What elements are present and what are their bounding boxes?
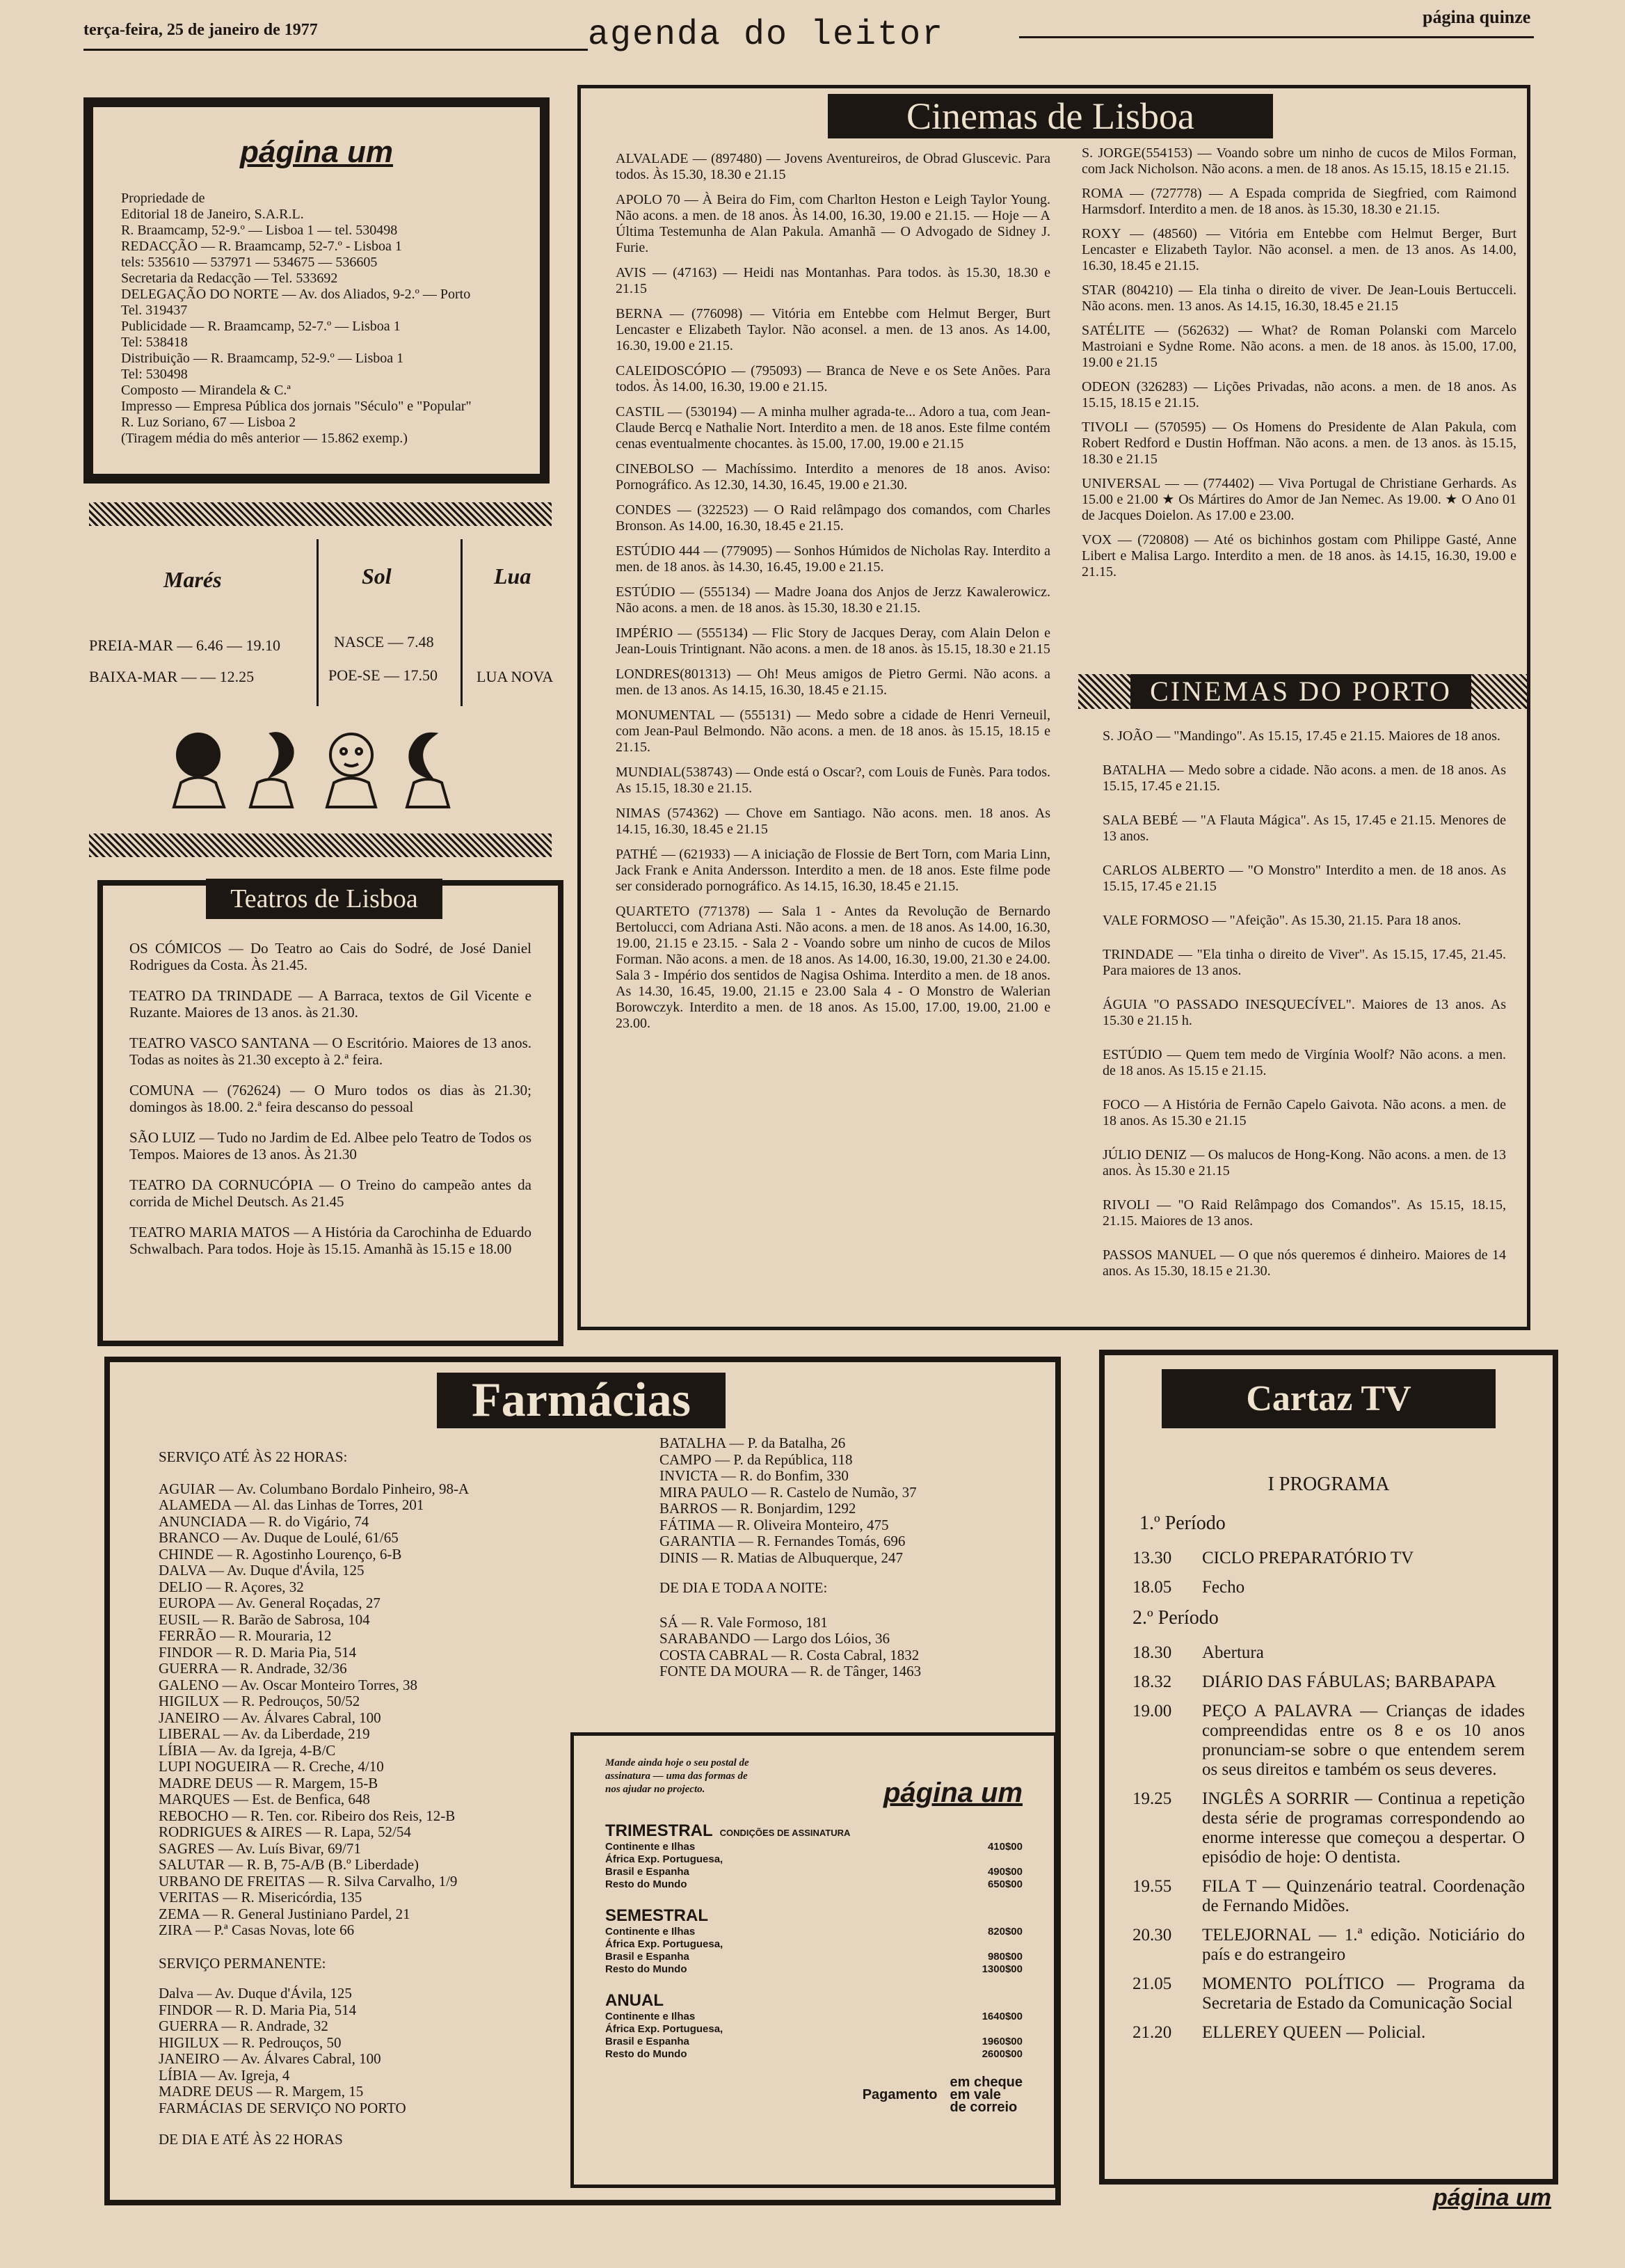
subscription-note: Mande ainda hoje o seu postal de assinatura — uma das formas de nos ajudar no projecto. — [605, 1757, 749, 1795]
subscription-group-name: TRIMESTRAL — [605, 1821, 713, 1840]
issue-date: terça-feira, 25 de janeiro de 1977 — [83, 21, 318, 39]
farmacia-item: EUSIL — R. Barão de Sabrosa, 104 — [159, 1611, 370, 1628]
tv-schedule-row — [1132, 1672, 1525, 1692]
farmacia-item: LÍBIA — Av. Igreja, 4 — [159, 2066, 290, 2084]
farmacia-item: FONTE DA MOURA — R. de Tânger, 1463 — [659, 1663, 922, 1679]
farmacia-item: HIGILUX — R. Pedrouços, 50 — [159, 2034, 342, 2051]
porto-cinema-entry: VALE FORMOSO — "Afeição". As 15.30, 21.15. Para 18 anos. — [1103, 913, 1462, 928]
subscription-row — [605, 1841, 1023, 1853]
cinema-entry: ESTÚDIO — (555134) — Madre Joana dos Anjos de Jerzz Kawalerowicz. Não acons. a men. de 18 anos. às 15.30, 18.30 e 21.15. — [616, 584, 1050, 616]
tv-time: 21.20 — [1132, 2023, 1172, 2042]
teatro-entry: TEATRO DA CORNUCÓPIA — O Treino do campeão antes da corrida de Michel Deutsch. As 21.45 — [129, 1176, 531, 1210]
tv-box — [1099, 1350, 1558, 2185]
porto-cinema-entry: ÁGUIA "O PASSADO INESQUECÍVEL". Maiores de 13 anos. As 15.30 e 21.15 h. — [1103, 997, 1506, 1028]
farmacia-item: INVICTA — R. do Bonfim, 330 — [659, 1467, 849, 1484]
subscription-price: 650$00 — [987, 1878, 1023, 1890]
cinema-entry: CINEBOLSO — Machíssimo. Interdito a menores de 18 anos. Aviso: Pornográfico. As 12.30, 14.30, 16.45, 19.00 e 21.30. — [616, 461, 1050, 493]
hatch-bar-bottom — [89, 833, 552, 857]
tv-program: FILA T — Quinzenário teatral. Coordenação de Fernando Midões. — [1202, 1877, 1525, 1915]
tv-schedule-row — [1132, 1549, 1525, 1568]
tides-panel — [83, 536, 570, 710]
tv-program: PEÇO A PALAVRA — Crianças de idades compreendidas entre os 8 e os 10 anos pronunciam-se sobre o que entendem serem os seus direitos e também os seus deveres. — [1202, 1702, 1525, 1779]
subscription-region: Continente e Ilhas — [605, 1841, 696, 1853]
section-title: agenda do leitor — [588, 15, 945, 55]
farmacia-item: MADRE DEUS — R. Margem, 15 — [159, 2083, 364, 2100]
farmacia-item: BRANCO — Av. Duque de Loulé, 61/65 — [159, 1529, 399, 1546]
tv-periodo2: 2.º Período — [1132, 1607, 1219, 1629]
farmacia-item: LUPI NOGUEIRA — R. Creche, 4/10 — [159, 1758, 384, 1775]
cinema-entry: ESTÚDIO 444 — (779095) — Sonhos Húmidos de Nicholas Ray. Interdito a men. de 18 anos. às 14.30, 16.45, 19.00 e 21.15. — [616, 543, 1050, 575]
tv-schedule-row — [1132, 1877, 1525, 1916]
masthead-logo: página um — [239, 135, 394, 169]
porto-cinema-entry: TRINDADE — "Ela tinha o direito de Viver". As 15.15, 17.45, 21.45. Para maiores de 13 anos. — [1103, 947, 1506, 978]
tv-title: Cartaz TV — [1162, 1369, 1496, 1428]
mares-title: Marés — [163, 567, 222, 592]
farmacia-item: AGUIAR — Av. Columbano Bordalo Pinheiro, 98-A — [159, 1480, 470, 1497]
masthead-line: Composto — Mirandela & C.ª — [121, 383, 291, 398]
tv-schedule-row — [1132, 1974, 1525, 2013]
farmacia-item: ZEMA — R. General Justiniano Pardel, 21 — [159, 1905, 410, 1922]
farmacia-item: COSTA CABRAL — R. Costa Cabral, 1832 — [659, 1646, 920, 1663]
subscription-row — [605, 1951, 1023, 1963]
teatro-entry: TEATRO DA TRINDADE — A Barraca, textos de Gil Vicente e Ruzante. Maiores de 13 anos. às 21.30. — [129, 987, 531, 1021]
cinema-entry: ROXY — (48560) — Vitória em Entebbe com Helmut Berger, Burt Lencaster e Elizabeth Taylor. Não aconsel. a men. de 13 anos. As 14.00, 16.30, 18.45 e 21.15. — [1082, 226, 1516, 273]
farmacia-item: GARANTIA — R. Fernandes Tomás, 696 — [659, 1533, 906, 1549]
tides-divider-2 — [461, 539, 463, 706]
tv-program: TELEJORNAL — 1.ª edição. Noticiário do país e do estrangeiro — [1202, 1926, 1525, 1964]
subscription-region: Resto do Mundo — [605, 1963, 687, 1975]
farmacia-item: DELIO — R. Açores, 32 — [159, 1578, 304, 1595]
farmacia-item: CAMPO — P. da República, 118 — [659, 1451, 853, 1468]
masthead-line: Publicidade — R. Braamcamp, 52-7.º — Lisboa 1 — [121, 319, 401, 334]
farmacias-list1 — [159, 1481, 604, 1939]
tv-time: 18.05 — [1132, 1578, 1172, 1597]
farmacias-list4 — [659, 1615, 1049, 1680]
subscription-price: 1960$00 — [982, 2036, 1023, 2047]
tv-program: MOMENTO POLÍTICO — Programa da Secretaria de Estado da Comunicação Social — [1202, 1974, 1525, 2013]
subscription-row — [605, 2011, 1023, 2023]
farmacia-item: FINDOR — R. D. Maria Pia, 514 — [159, 1643, 357, 1661]
cinema-entry: BERNA — (776098) — Vitória em Entebbe com Helmut Berger, Burt Lencaster e Elizabeth Taylor. Não aconsel. a men. de 13 anos. As 14.00, 16.30, 19.00 e 21.15. — [616, 306, 1050, 353]
farmacia-item: SÁ — R. Vale Formoso, 181 — [659, 1613, 828, 1631]
tides-divider-1 — [317, 539, 319, 706]
farmacia-item: EUROPA — Av. General Roçadas, 27 — [159, 1595, 381, 1611]
subscription-group — [605, 1991, 1023, 2061]
farmacia-item: GUERRA — R. Andrade, 32/36 — [159, 1660, 347, 1677]
farmacias-list3 — [659, 1435, 1049, 1566]
porto-cinema-entry: FOCO — A História de Fernão Capelo Gaivota. Não acons. a men. de 18 anos. As 15.30 e 21.15 — [1103, 1097, 1506, 1128]
farmacia-item: REBOCHO — R. Ten. cor. Ribeiro dos Reis, 12-B — [159, 1807, 456, 1824]
farmacias-col1 — [159, 1449, 604, 2148]
preia-mar: PREIA-MAR — 6.46 — 19.10 — [89, 637, 281, 654]
payment-cheque: em cheque — [950, 2075, 1023, 2090]
tv-program: INGLÊS A SORRIR — Continua a repetição desta série de programas correspondendo ao enorme interesse que começou a despertar. O episódio de hoje: O dentista. — [1202, 1789, 1525, 1867]
farmacia-item: RODRIGUES & AIRES — R. Lapa, 52/54 — [159, 1823, 411, 1840]
subscription-region: Continente e Ilhas — [605, 1926, 696, 1938]
sun-rise: NASCE — 7.48 — [334, 633, 434, 650]
subscription-row — [605, 1866, 1023, 1878]
masthead-line: (Tiragem média do mês anterior — 15.862 exemp.) — [121, 431, 408, 446]
masthead-line: tels: 535610 — 537971 — 534675 — 536605 — [121, 255, 378, 270]
farmacia-item: HIGILUX — R. Pedrouços, 50/52 — [159, 1693, 360, 1709]
noite-heading: DE DIA E TODA A NOITE: — [659, 1579, 828, 1596]
porto-cinema-entry: JÚLIO DENIZ — Os malucos de Hong-Kong. Não acons. a men. de 13 anos. Às 15.30 e 21.15 — [1103, 1147, 1506, 1179]
subscription-region: África Exp. Portuguesa, — [605, 1938, 723, 1950]
subscription-region: Brasil e Espanha — [605, 2036, 689, 2047]
subscription-price: 490$00 — [987, 1866, 1023, 1878]
cinemas-lisboa-title: Cinemas de Lisboa — [828, 94, 1273, 138]
header-rule-left — [83, 49, 588, 51]
teatro-entry: SÃO LUIZ — Tudo no Jardim de Ed. Albee pelo Teatro de Todos os Tempos. Maiores de 13 anos. Às 21.30 — [129, 1129, 531, 1163]
subscription-groups — [605, 1821, 1023, 2061]
cinema-entry: NIMAS (574362) — Chove em Santiago. Não acons. men. 18 anos. As 14.15, 16.30, 18.45 e 21.15 — [616, 806, 1050, 837]
cinema-entry: APOLO 70 — À Beira do Fim, com Charlton Heston e Leigh Taylor Young. Não acons. a men. de 18 anos. Às 14.00, 16.30, 19.00 e 21.15. — Hoje — A Última Testemunha de Alan Pakula. Amanhã — O Advogado de Sidney J. Furie. — [616, 192, 1050, 255]
tv-time: 18.30 — [1132, 1643, 1172, 1662]
cinemas-lisboa-col1 — [616, 151, 1050, 1041]
moon-phase: LUA NOVA — [477, 668, 554, 685]
farmacia-item: ALAMEDA — Al. das Linhas de Torres, 201 — [159, 1496, 424, 1513]
tv-time: 20.30 — [1132, 1926, 1172, 1944]
tv-schedule-row — [1132, 1926, 1525, 1965]
tv-rows1 — [1132, 1549, 1525, 1597]
cinema-entry: CALEIDOSCÓPIO — (795093) — Branca de Neve e os Sete Anões. Para todos. Às 14.00, 16.30, 19.00 e 21.15. — [616, 363, 1050, 394]
masthead-line: REDACÇÃO — R. Braamcamp, 52-7.º - Lisboa 1 — [121, 239, 402, 254]
hatch-bar-top — [89, 502, 552, 526]
farmacia-item: MARQUES — Est. de Benfica, 648 — [159, 1791, 370, 1807]
subscription-price: 980$00 — [987, 1951, 1023, 1963]
subscription-region: África Exp. Portuguesa, — [605, 1853, 723, 1865]
porto-cinema-entry: BATALHA — Medo sobre a cidade. Não acons. a men. de 18 anos. As 15.15, 17.45 e 21.15. — [1103, 762, 1506, 794]
subscription-group-name: ANUAL — [605, 1991, 664, 2010]
subscription-region: Resto do Mundo — [605, 2048, 687, 2060]
tv-schedule-row — [1132, 1702, 1525, 1780]
subscription-region: Resto do Mundo — [605, 1878, 687, 1890]
subscription-row — [605, 2048, 1023, 2061]
farmacia-item: ZIRA — P.ª Casas Novas, lote 66 — [159, 1922, 355, 1938]
porto-cinema-entry: SALA BEBÉ — "A Flauta Mágica". As 15, 17.45 e 21.15. Menores de 13 anos. — [1103, 813, 1506, 844]
teatro-entry: TEATRO VASCO SANTANA — O Escritório. Maiores de 13 anos. Todas as noites às 21.30 excepto à 2.ª feira. — [129, 1035, 531, 1068]
porto-cinema-entry: ESTÚDIO — Quem tem medo de Virgínia Woolf? Não acons. a men. de 18 anos. As 15.15 e 21.15. — [1103, 1047, 1506, 1078]
cinema-entry: TIVOLI — (570595) — Os Homens do Presidente de Alan Pakula, com Robert Redford e Dustin Hoffman. Não acons. a men. de 13 anos. às 15.15, 18.30 e 21.15 — [1082, 420, 1516, 467]
sun-set: POE-SE — 17.50 — [328, 666, 438, 684]
subscription-group — [605, 1906, 1023, 1976]
tv-program: Abertura — [1202, 1643, 1264, 1662]
farmacia-item: FINDOR — R. D. Maria Pia, 514 — [159, 2001, 357, 2018]
payment-label: Pagamento — [862, 2087, 938, 2102]
cinema-entry: IMPÉRIO — (555134) — Flic Story de Jacques Deray, com Alain Delon e Jean-Louis Trintignant. Não acons. a men. de 18 anos. às 15.15, 18.30 e 21.15 — [616, 625, 1050, 657]
tv-program: DIÁRIO DAS FÁBULAS; BARBAPAPA — [1202, 1672, 1496, 1691]
farmacia-item: DINIS — R. Matias de Albuquerque, 247 — [659, 1549, 903, 1566]
subscription-logo: página um — [883, 1778, 1023, 1808]
page-number: página quinze — [1423, 7, 1531, 27]
farmacias-list2 — [159, 1986, 604, 2100]
cinema-entry: UNIVERSAL — — (774402) — Viva Portugal de Christiane Gerhards. As 15.00 e 21.00 ★ Os Mártires do Amor de Jan Nemec. As 19.00. ★ O Ano 01 de Jacques Doielon. As 17.00 e 23.00. — [1082, 476, 1516, 523]
subscription-price: 1300$00 — [982, 1963, 1023, 1975]
tv-time: 13.30 — [1132, 1549, 1172, 1567]
cinema-entry: ROMA — (727778) — A Espada comprida de Siegfried, com Raimond Harmsdorf. Interdito a men. de 18 anos. às 15.30, 18.30 e 21.15. — [1082, 186, 1516, 217]
baixa-mar: BAIXA-MAR — — 12.25 — [89, 668, 255, 685]
subscription-region: Brasil e Espanha — [605, 1866, 689, 1878]
subscription-row — [605, 1963, 1023, 1976]
farmacia-item: URBANO DE FREITAS — R. Silva Carvalho, 1/9 — [159, 1872, 458, 1890]
subscription-price: 410$00 — [987, 1841, 1023, 1853]
farmacia-item: FERRÃO — R. Mouraria, 12 — [159, 1627, 332, 1644]
farmacia-item: BATALHA — P. da Batalha, 26 — [659, 1435, 846, 1451]
tv-time: 21.05 — [1132, 1974, 1172, 1993]
tv-programa: I PROGRAMA — [1267, 1474, 1390, 1495]
tv-program: Fecho — [1202, 1578, 1245, 1597]
subscription-region: África Exp. Portuguesa, — [605, 2023, 723, 2035]
cinema-entry: PATHÉ — (621933) — A iniciação de Flossie de Bert Torn, com Maria Linn, Jack Frank e Anita Andersson. Interdito a men. de 18 anos. Este filme pode ser considerado pornográfico. As 14.15, 16.30, 18.45 e 21.15. — [616, 847, 1050, 894]
teatros-list — [129, 940, 531, 1257]
subscription-region: Continente e Ilhas — [605, 2011, 696, 2022]
lua-title: Lua — [494, 564, 531, 589]
porto-cinema-entry: S. JOÃO — "Mandingo". As 15.15, 17.45 e 21.15. Maiores de 18 anos. — [1103, 728, 1500, 744]
masthead-line: Distribuição — R. Braamcamp, 52-9.º — Lisboa 1 — [121, 351, 404, 366]
farmacia-item: GUERRA — R. Andrade, 32 — [159, 2018, 328, 2034]
masthead-box — [83, 97, 550, 484]
subscription-conditions: CONDIÇÕES DE ASSINATURA — [719, 1828, 851, 1838]
porto-cinema-entry: RIVOLI — "O Raid Relâmpago dos Comandos". As 15.15, 18.15, 21.15. Maiores de 13 anos. — [1103, 1197, 1506, 1229]
cinema-entry: SATÉLITE — (562632) — What? de Roman Polanski com Marcelo Mastroiani e Sydne Rome. Não acons. a men. de 18 anos. às 15.00, 17.00, 19.00 e 21.15 — [1082, 323, 1516, 370]
tv-schedule-row — [1132, 1643, 1525, 1663]
farmacia-item: MIRA PAULO — R. Castelo de Numão, 37 — [659, 1483, 917, 1501]
subscription-row — [605, 1926, 1023, 1938]
farmacia-item: BARROS — R. Bonjardim, 1292 — [659, 1500, 856, 1517]
farmacia-item: DALVA — Av. Duque d'Ávila, 125 — [159, 1562, 365, 1579]
farmacia-item: CHINDE — R. Agostinho Lourenço, 6-B — [159, 1545, 402, 1563]
teatro-entry: COMUNA — (762624) — O Muro todos os dias às 21.30; domingos às 18.00. 2.ª feira descanso do pessoal — [129, 1082, 531, 1115]
masthead-line: R. Luz Soriano, 67 — Lisboa 2 — [121, 415, 296, 430]
cinemas-porto-title: CINEMAS DO PORTO — [1130, 674, 1471, 709]
tv-periodo1: 1.º Período — [1139, 1512, 1226, 1534]
cinema-entry: AVIS — (47163) — Heidi nas Montanhas. Para todos. às 15.30, 18.30 e 21.15 — [616, 265, 1050, 296]
cinema-entry: LONDRES(801313) — Oh! Meus amigos de Pietro Germi. Não acons. a men. de 13 anos. As 14.15, 16.30, 18.45 e 21.15. — [616, 666, 1050, 698]
servico-permanente-heading: SERVIÇO PERMANENTE: — [159, 1954, 326, 1972]
masthead-line: Tel: 530498 — [121, 367, 188, 382]
tv-time: 19.55 — [1132, 1877, 1172, 1896]
masthead-lines — [121, 191, 512, 447]
servico-22-heading: SERVIÇO ATÉ ÀS 22 HORAS: — [159, 1448, 348, 1465]
masthead-line: R. Braamcamp, 52-9.º — Lisboa 1 — tel. 530498 — [121, 223, 398, 238]
porto-dia-heading: DE DIA E ATÉ ÀS 22 HORAS — [159, 2131, 343, 2148]
tv-schedule-row — [1132, 1789, 1525, 1867]
subscription-row — [605, 2023, 1023, 2036]
masthead-line: Editorial 18 de Janeiro, S.A.R.L. — [121, 207, 304, 222]
cinema-entry: QUARTETO (771378) — Sala 1 - Antes da Revolução de Bernardo Bertolucci, com Adriana Asti. Não acons. a men. de 18 anos. As 14.00, 16.30, 19.00, 21.15 e 23.15. - Sala 2 - Voando sobre um ninho de cucos de Milos Forman. Não acons. a men. de 18 anos. As 14.00, 16.30, 19.00, 21.30 e 24.00. Sala 3 - Império dos sentidos de Nagisa Oshima. Interdito a men. de 18 anos. As 14.30, 16.45, 19.00, 21.15 e 23.00 Sala 4 - O Monstro de Walerian Borowczyk. Interdito a men. de 18 anos. As 15.00, 17.00, 19.00, 21.00 e 23.00. — [616, 904, 1050, 1031]
cinema-entry: ODEON (326283) — Lições Privadas, não acons. a men. de 18 anos. As 15.15, 18.15 e 21.15. — [1082, 379, 1516, 410]
subscription-group-name: SEMESTRAL — [605, 1906, 709, 1925]
farmacia-item: LIBERAL — Av. da Liberdade, 219 — [159, 1725, 370, 1742]
subscription-price: 1640$00 — [982, 2011, 1023, 2022]
farmacia-item: MADRE DEUS — R. Margem, 15-B — [159, 1774, 378, 1791]
teatro-entry: OS CÓMICOS — Do Teatro ao Cais do Sodré, de José Daniel Rodrigues da Costa. Às 21.45. — [129, 940, 531, 973]
cinema-entry: VOX — (720808) — Até os bichinhos gostam com Philippe Gasté, Anne Libert e Malisa Largo. Interdito a men. de 18 anos. às 14.15, 16.30, 19.00 e 21.15. — [1082, 532, 1516, 580]
subscription-row — [605, 1938, 1023, 1951]
subscription-price: 820$00 — [987, 1926, 1023, 1938]
farmacia-item: FÁTIMA — R. Oliveira Monteiro, 475 — [659, 1516, 889, 1533]
tv-rows2 — [1132, 1643, 1525, 2043]
farmacia-item: GALENO — Av. Oscar Monteiro Torres, 38 — [159, 1676, 417, 1693]
cinema-entry: CONDES — (322523) — O Raid relâmpago dos comandos, com Charles Bronson. As 14.00, 16.30, 18.45 e 21.15. — [616, 502, 1050, 534]
cinema-entry: CASTIL — (530194) — A minha mulher agrada-te... Adoro a tua, com Jean-Claude Bercq e Nathalie Nort. Interdito a men. de 18 anos. Este filme contém cenas eventualmente chocantes. às 15.00, 17.00, 19.00 e 21.15 — [616, 404, 1050, 452]
farmacia-item: SAGRES — Av. Luís Bivar, 69/71 — [159, 1839, 361, 1857]
moon-faces-illustration — [167, 724, 501, 814]
header-rule-right — [1019, 36, 1534, 38]
subscription-group — [605, 1821, 1023, 1891]
farmacia-item: LÍBIA — Av. da Igreja, 4-B/C — [159, 1741, 336, 1759]
farmacias-title: Farmácias — [437, 1373, 726, 1428]
payment-correio: de correio — [950, 2100, 1018, 2115]
cinema-entry: S. JORGE(554153) — Voando sobre um ninho de cucos de Milos Forman, com Jack Nicholson. Não acons. a men. de 18 anos. As 15.15, 18.15 e 21.15. — [1082, 145, 1516, 177]
porto-cinema-entry: PASSOS MANUEL — O que nós queremos é dinheiro. Maiores de 14 anos. As 15.30, 18.15 e 21.30. — [1103, 1247, 1506, 1279]
cinema-entry: MONUMENTAL — (555131) — Medo sobre a cidade de Henri Verneuil, com Jean-Paul Belmondo. Não acons. a men. de 18 anos. às 15.15, 18.15 e 21.15. — [616, 708, 1050, 755]
subscription-row — [605, 2036, 1023, 2048]
tv-time: 19.25 — [1132, 1789, 1172, 1808]
cinemas-porto-list — [1103, 728, 1506, 1297]
teatros-box — [97, 880, 563, 1346]
moon-faces-icon — [167, 724, 501, 814]
tv-program: CICLO PREPARATÓRIO TV — [1202, 1549, 1414, 1567]
tv-time: 18.32 — [1132, 1672, 1172, 1691]
masthead-line: Secretaria da Redacção — Tel. 533692 — [121, 271, 338, 286]
subscription-box — [570, 1732, 1057, 2188]
masthead-line: Tel. 319437 — [121, 303, 188, 318]
farmacia-item: ANUNCIADA — R. do Vigário, 74 — [159, 1512, 369, 1530]
subscription-row — [605, 1853, 1023, 1866]
subscription-region: Brasil e Espanha — [605, 1951, 689, 1963]
teatro-entry: TEATRO MARIA MATOS — A História da Carochinha de Eduardo Schwalbach. Para todos. Hoje às 15.15. Amanhã às 15.15 e 18.00 — [129, 1224, 531, 1257]
farmacia-item: VERITAS — R. Misericórdia, 135 — [159, 1889, 362, 1906]
teatros-title: Teatros de Lisboa — [206, 879, 442, 919]
farmacia-item: JANEIRO — Av. Álvares Cabral, 100 — [159, 2050, 381, 2067]
cinema-entry: MUNDIAL(538743) — Onde está o Oscar?, com Louis de Funès. Para todos. As 15.15, 18.30 e 21.15. — [616, 765, 1050, 796]
tv-schedule-row — [1132, 2023, 1525, 2043]
farmacia-item: JANEIRO — Av. Álvares Cabral, 100 — [159, 1709, 381, 1726]
cinema-entry: ALVALADE — (897480) — Jovens Aventureiros, de Obrad Gluscevic. Para todos. Às 15.30, 18.30 e 21.15 — [616, 151, 1050, 182]
footer-logo: página um — [1433, 2185, 1552, 2211]
porto-cinema-entry: CARLOS ALBERTO — "O Monstro" Interdito a men. de 18 anos. As 15.15, 17.45 e 21.15 — [1103, 863, 1506, 894]
subscription-price: 2600$00 — [982, 2048, 1023, 2060]
tv-schedule-row — [1132, 1578, 1525, 1597]
farmacia-item: Dalva — Av. Duque d'Ávila, 125 — [159, 1985, 352, 2002]
cinema-entry: STAR (804210) — Ela tinha o direito de viver. De Jean-Louis Bertucceli. Não acons. men. 13 anos. As 14.15, 16.30, 18.45 e 21.15 — [1082, 282, 1516, 314]
masthead-line: Impresso — Empresa Pública dos jornais "Século" e "Popular" — [121, 399, 472, 414]
cinemas-box — [577, 85, 1530, 1330]
cinemas-lisboa-col2 — [1082, 145, 1516, 589]
tv-program: ELLEREY QUEEN — Policial. — [1202, 2023, 1426, 2042]
sol-title: Sol — [362, 564, 392, 589]
subscription-row — [605, 1878, 1023, 1891]
farmacia-item: SARABANDO — Largo dos Lóios, 36 — [659, 1630, 890, 1647]
farmacia-item: SALUTAR — R. B, 75-A/B (B.º Liberdade) — [159, 1856, 419, 1873]
farmacias-col2 — [659, 1435, 1049, 1680]
porto-farmacias-heading: FARMÁCIAS DE SERVIÇO NO PORTO — [159, 2099, 406, 2116]
masthead-line: Tel: 538418 — [121, 335, 188, 350]
masthead-line: DELEGAÇÃO DO NORTE — Av. dos Aliados, 9-2.º — Porto — [121, 287, 471, 302]
payment-vale: em vale — [950, 2087, 1001, 2102]
tv-time: 19.00 — [1132, 1702, 1172, 1720]
masthead-line: Propriedade de — [121, 191, 205, 206]
